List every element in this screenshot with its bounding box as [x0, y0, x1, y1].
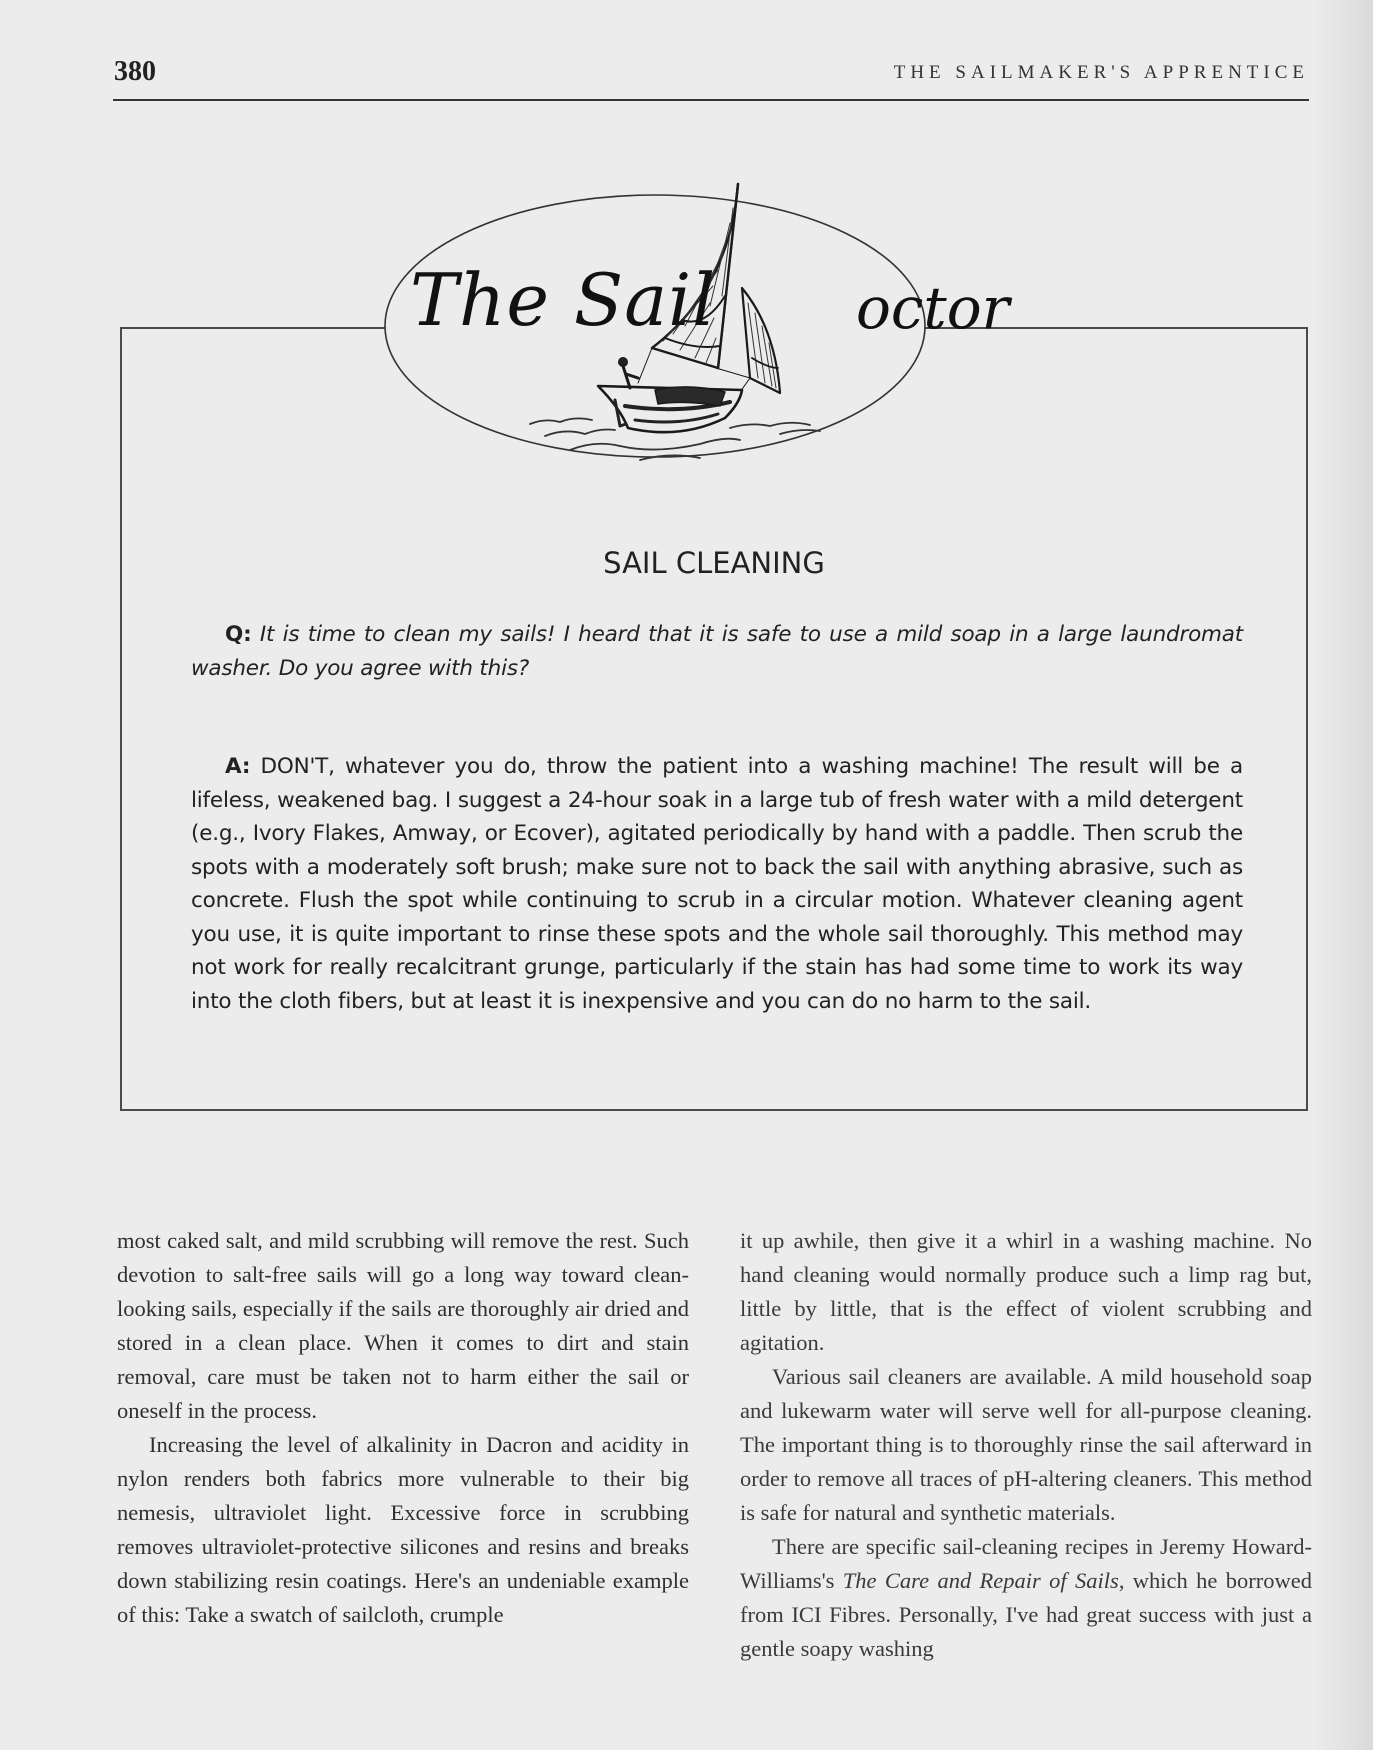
body-paragraph: Various sail cleaners are available. A mild household soap and lukewarm water will serve well for all-purpose cleaning. The important thing is to thoroughly rinse the sail afterward in order to remove all traces of pH-altering cleaners. This method is safe for natural and synthetic materials.	[740, 1364, 1312, 1525]
answer-paragraph	[191, 750, 1243, 1018]
body-column-left	[117, 1224, 689, 1632]
logo-title-left: The Sail	[410, 258, 717, 342]
header-rule	[113, 99, 1309, 101]
page-edge-shadow	[1313, 0, 1373, 1750]
body-paragraph: most caked salt, and mild scrubbing will remove the rest. Such devotion to salt-free sails will go a long way toward clean-looking sails, especially if the sails are thoroughly air dried and stored in a clean place. When it comes to dirt and stain removal, care must be taken not to harm either the sail or oneself in the process.	[117, 1228, 689, 1423]
body-column-right	[740, 1224, 1312, 1666]
question-paragraph	[191, 618, 1243, 685]
body-paragraph	[740, 1530, 1312, 1666]
body-text: , which he borrowed from ICI Fibres. Personally, I've had great success with just a gentle soapy washing	[740, 1568, 1312, 1661]
page-number: 380	[114, 56, 156, 87]
book-title: The Care and Repair of Sails	[842, 1568, 1119, 1593]
logo-title-right: octor	[856, 274, 1010, 342]
answer-label: A:	[225, 754, 251, 779]
sidebar-title: SAIL CLEANING	[603, 546, 825, 580]
question-label: Q:	[225, 622, 252, 647]
sail-doctor-logo	[380, 178, 1040, 473]
answer-text: DON'T, whatever you do, throw the patient into a washing machine! The result will be a lifeless, weakened bag. I suggest a 24-hour soak in a large tub of fresh water with a mild detergent (e.g., Ivory Flakes, Amway, or Ecover), agitated periodically by hand with a paddle. Then scrub the spots with a moderately soft brush; make sure not to back the sail with anything abrasive, such as concrete. Flush the spot while continuing to scrub in a circular motion. Whatever cleaning agent you use, it is quite important to rinse these spots and the whole sail thoroughly. This method may not work for really recalcitrant grunge, particularly if the stain has had some time to work its way into the cloth fibers, but at least it is inexpensive and you can do no harm to the sail.	[191, 754, 1243, 1014]
running-head: THE SAILMAKER'S APPRENTICE	[893, 62, 1309, 83]
body-paragraph: Increasing the level of alkalinity in Dacron and acidity in nylon renders both fabrics more vulnerable to their big nemesis, ultraviolet light. Excessive force in scrubbing removes ultraviolet-protective silicones and resins and breaks down stabilizing resin coatings. Here's an undeniable example of this: Take a swatch of sailcloth, crumple	[117, 1432, 689, 1627]
body-text: There are specific sail-cleaning recipes in Jeremy Howard-Williams's	[740, 1534, 1312, 1593]
body-paragraph: it up awhile, then give it a whirl in a washing machine. No hand cleaning would normally produce such a limp rag but, little by little, that is the effect of violent scrubbing and agitation.	[740, 1228, 1312, 1355]
question-text: It is time to clean my sails! I heard that it is safe to use a mild soap in a large laundromat washer. Do you agree with this?	[191, 622, 1243, 681]
